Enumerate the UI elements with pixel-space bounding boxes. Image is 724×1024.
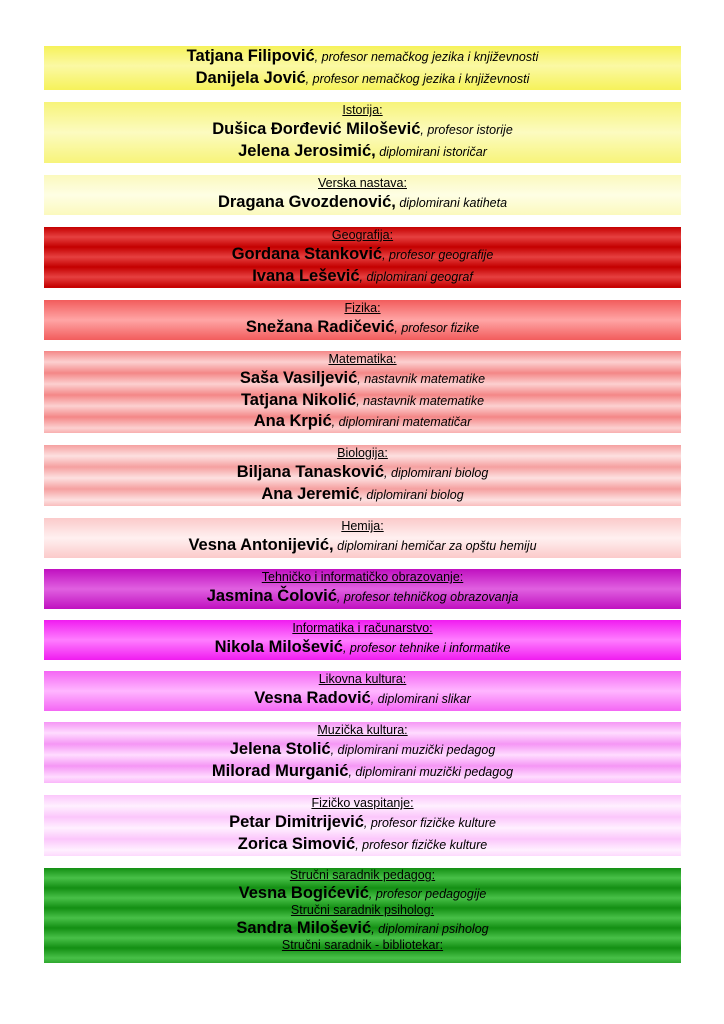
staff-entry	[44, 812, 681, 834]
staff-band-music	[44, 722, 681, 783]
subject-heading: Informatika i računarstvo:	[292, 621, 433, 635]
staff-title: diplomirani katiheta	[395, 196, 508, 210]
staff-title: , diplomirani psiholog	[371, 922, 489, 936]
staff-entry	[44, 266, 681, 288]
staff-name: Vesna Radović	[254, 689, 371, 707]
staff-band-informatics	[44, 620, 681, 660]
staff-band-history	[44, 102, 681, 163]
subject-heading: Istorija:	[342, 103, 383, 117]
staff-entry	[44, 46, 681, 68]
staff-title: , profesor tehničkog obrazovanja	[336, 590, 519, 604]
staff-title: , profesor geografije	[382, 248, 494, 262]
staff-title: , diplomirani geograf	[359, 269, 473, 284]
staff-name: Snežana Radičević	[245, 318, 395, 336]
staff-entry	[44, 739, 681, 761]
staff-name: Danijela Jović	[195, 68, 306, 87]
subject-heading: Geografija:	[331, 228, 394, 242]
staff-title: , nastavnik matematike	[356, 393, 485, 408]
staff-band-religion	[44, 175, 681, 215]
staff-name: Nikola Milošević	[214, 638, 343, 656]
staff-entry	[44, 390, 681, 412]
staff-title: , profesor fizičke kulture	[355, 837, 488, 852]
subject-heading: Stručni saradnik psiholog:	[290, 903, 435, 917]
staff-title: , profesor pedagogije	[368, 887, 487, 901]
subject-heading: Biologija:	[337, 446, 388, 460]
staff-title: , diplomirani biolog	[384, 466, 489, 480]
staff-entry	[44, 68, 681, 90]
staff-title: , diplomirani slikar	[370, 692, 471, 706]
staff-title: diplomirani istoričar	[375, 144, 487, 159]
staff-title: , profesor nemačkog jezika i književnosti	[305, 71, 530, 86]
staff-name: Tatjana Filipović	[186, 47, 315, 65]
staff-name: Vesna Bogićević	[238, 884, 369, 902]
staff-name: Zorica Simović	[237, 834, 356, 853]
staff-entry	[44, 119, 681, 141]
staff-band-chemistry	[44, 518, 681, 558]
staff-title: , profesor tehnike i informatike	[342, 641, 511, 655]
staff-band-technical	[44, 569, 681, 609]
staff-entry	[44, 637, 681, 659]
subject-heading: Fizika:	[344, 301, 381, 315]
staff-name: Milorad Murganić	[211, 761, 349, 780]
staff-entry	[44, 535, 681, 557]
staff-band-german	[44, 46, 681, 90]
staff-name: Dragana Gvozdenović,	[217, 193, 396, 211]
staff-name: Gordana Stanković	[231, 245, 383, 263]
staff-band-pe	[44, 795, 681, 856]
staff-entry	[44, 761, 681, 783]
staff-title: , profesor fizičke kulture	[363, 816, 496, 830]
staff-entry	[44, 834, 681, 856]
staff-name: Jelena Jerosimić,	[238, 141, 376, 160]
staff-name: Saša Vasiljević	[239, 369, 358, 387]
subject-heading: Muzička kultura:	[317, 723, 408, 737]
staff-name: Jasmina Čolović	[206, 587, 337, 605]
subject-heading: Stručni saradnik pedagog:	[289, 868, 436, 882]
staff-title: , diplomirani muzički pedagog	[330, 743, 496, 757]
staff-name: Ivana Lešević	[252, 266, 360, 285]
subject-heading: Tehničko i informatičko obrazovanje:	[261, 570, 464, 584]
staff-band-physics	[44, 300, 681, 340]
staff-title: diplomirani hemičar za opštu hemiju	[333, 539, 537, 553]
staff-name: Vesna Antonijević,	[188, 536, 334, 554]
staff-name: Petar Dimitrijević	[229, 813, 364, 831]
staff-title: , profesor nemačkog jezika i književnosti	[314, 50, 539, 64]
subject-heading: Hemija:	[341, 519, 384, 533]
staff-title: , profesor istorije	[420, 123, 513, 137]
staff-band-geography	[44, 227, 681, 288]
subject-heading: Likovna kultura:	[318, 672, 407, 686]
staff-entry	[44, 586, 681, 608]
staff-entry	[44, 192, 681, 214]
staff-name: Jelena Stolić	[229, 740, 331, 758]
staff-title: , nastavnik matematike	[357, 372, 486, 386]
staff-entry	[44, 688, 681, 710]
staff-name: Sandra Milošević	[236, 919, 372, 937]
subject-heading: Matematika:	[328, 352, 397, 366]
staff-band-biology	[44, 445, 681, 506]
staff-entry	[44, 244, 681, 266]
staff-name: Dušica Đorđević Milošević	[212, 120, 421, 138]
subject-heading: Verska nastava:	[318, 176, 407, 190]
staff-title: , profesor fizike	[394, 321, 480, 335]
staff-entry	[44, 411, 681, 433]
staff-entry	[44, 484, 681, 506]
staff-entry	[44, 918, 681, 938]
staff-entry	[44, 141, 681, 163]
staff-name: Ana Krpić	[253, 412, 332, 430]
staff-name: Tatjana Nikolić	[240, 390, 357, 409]
subject-heading: Stručni saradnik - bibliotekar:	[281, 938, 444, 952]
staff-entry	[44, 317, 681, 339]
staff-title: , diplomirani matematičar	[331, 415, 472, 429]
subject-heading: Fizičko vaspitanje:	[311, 796, 414, 810]
staff-entry	[44, 462, 681, 484]
staff-entry	[44, 883, 681, 903]
staff-title: , diplomirani biolog	[359, 487, 464, 502]
staff-entry	[44, 368, 681, 390]
staff-name: Biljana Tanasković	[236, 463, 385, 481]
staff-title: , diplomirani muzički pedagog	[348, 764, 514, 779]
staff-band-art	[44, 671, 681, 711]
staff-band-support	[44, 868, 681, 963]
staff-name: Ana Jeremić	[261, 484, 360, 503]
staff-band-math	[44, 351, 681, 433]
